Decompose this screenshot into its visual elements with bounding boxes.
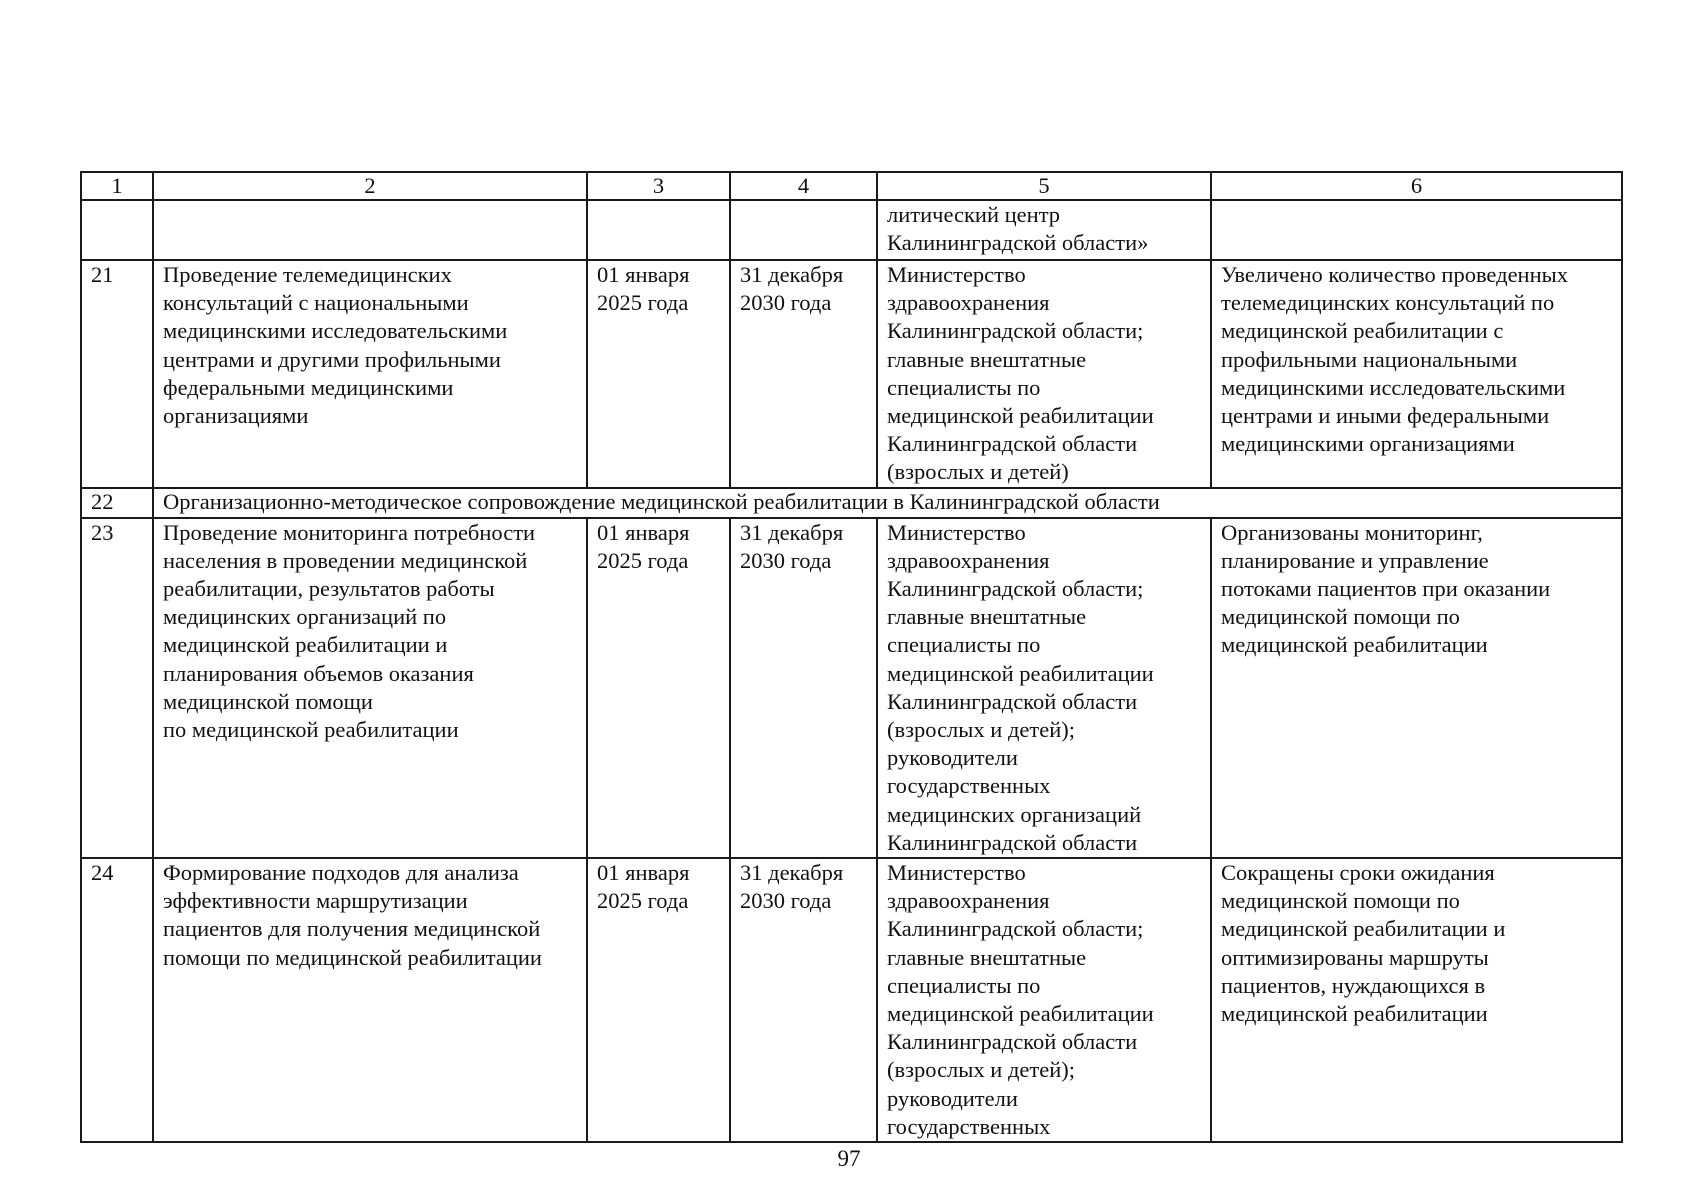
end-date-cell: 31 декабря 2030 года (730, 260, 877, 488)
responsible-cell: Министерство здравоохранения Калининградской области; главные внештатные специалисты по медицинской реабилитации Калининградской области (взрослых и детей); руководители государственных медицинских организаций Калининградской области (877, 518, 1211, 858)
column-number: 5 (877, 172, 1211, 200)
section-row (81, 488, 1622, 518)
activity-cell: Проведение телемедицинских консультаций с национальными медицинскими исследовательскими центрами и другими профильными федеральными медицинскими организациями (153, 260, 587, 488)
activity-cell (153, 200, 587, 260)
page-number: 97 (837, 1146, 861, 1171)
result-cell: Сокращены сроки ожидания медицинской помощи по медицинской реабилитации и оптимизированы маршруты пациентов, нуждающихся в медицинской реабилитации (1211, 858, 1622, 1142)
row-number: 24 (81, 858, 153, 1142)
activity-cell: Проведение мониторинга потребности населения в проведении медицинской реабилитации, результатов работы медицинских организаций по медицинской реабилитации и планирования объемов оказания медицинской помощи по медицинской реабилитации (153, 518, 587, 858)
section-title: Организационно-методическое сопровождение медицинской реабилитации в Калининградской области (153, 488, 1622, 518)
result-cell: Организованы мониторинг, планирование и управление потоками пациентов при оказании медицинской помощи по медицинской реабилитации (1211, 518, 1622, 858)
table-row (81, 858, 1622, 1142)
row-number: 21 (81, 260, 153, 488)
continuation-row (81, 200, 1622, 260)
column-number: 6 (1211, 172, 1622, 200)
responsible-cell: Министерство здравоохранения Калининградской области; главные внештатные специалисты по медицинской реабилитации Калининградской области (взрослых и детей) (877, 260, 1211, 488)
column-number: 4 (730, 172, 877, 200)
table-row (81, 518, 1622, 858)
row-number (81, 200, 153, 260)
column-number: 2 (153, 172, 587, 200)
column-number: 3 (587, 172, 730, 200)
activity-cell: Формирование подходов для анализа эффективности маршрутизации пациентов для получения медицинской помощи по медицинской реабилитации (153, 858, 587, 1142)
start-date-cell: 01 января 2025 года (587, 518, 730, 858)
end-date-cell (730, 200, 877, 260)
result-cell (1211, 200, 1622, 260)
row-number: 22 (81, 488, 153, 518)
plan-table (80, 171, 1623, 1143)
table-row (81, 260, 1622, 488)
responsible-cell: Министерство здравоохранения Калининградской области; главные внештатные специалисты по медицинской реабилитации Калининградской области (взрослых и детей); руководители государственных (877, 858, 1211, 1142)
start-date-cell (587, 200, 730, 260)
start-date-cell: 01 января 2025 года (587, 260, 730, 488)
column-number-row (81, 172, 1622, 200)
column-number: 1 (81, 172, 153, 200)
start-date-cell: 01 января 2025 года (587, 858, 730, 1142)
row-number: 23 (81, 518, 153, 858)
result-cell: Увеличено количество проведенных телемедицинских консультаций по медицинской реабилитации с профильными национальными медицинскими исследовательскими центрами и иными федеральными медицинскими организациями (1211, 260, 1622, 488)
end-date-cell: 31 декабря 2030 года (730, 518, 877, 858)
end-date-cell: 31 декабря 2030 года (730, 858, 877, 1142)
responsible-cell: литический центр Калининградской области» (877, 200, 1211, 260)
